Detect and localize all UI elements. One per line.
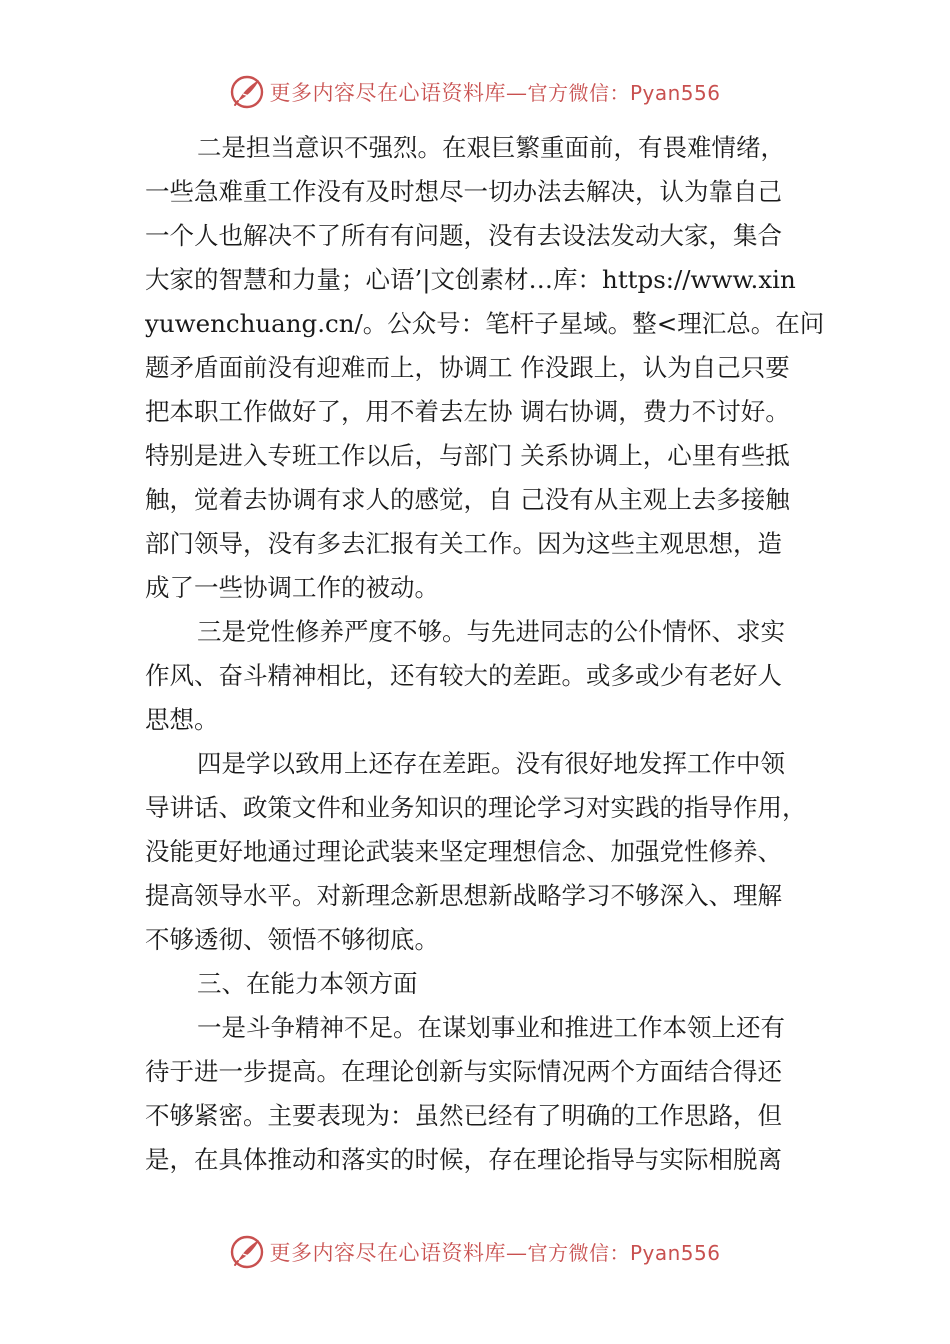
- footer-banner: [0, 1230, 950, 1274]
- banner-separator: —: [505, 81, 528, 105]
- feather-pen-logo-icon: [229, 1234, 265, 1270]
- text-line: 成了一些协调工作的被动。: [145, 573, 439, 602]
- text-line: 三是党性修养严度不够。与先进同志的公仆情怀、求实: [197, 617, 785, 646]
- text-line: 不够透彻、领悟不够彻底。: [145, 925, 439, 954]
- text-line: 一些急难重工作没有及时想尽一切办法去解决，认为靠自己: [145, 177, 782, 206]
- text-line: yuwenchuang.cn/。公众号：笔杆子星域。整<理汇总。在问: [145, 309, 825, 338]
- text-line: 特别是进入专班工作以后，与部门 关系协调上，心里有些抵: [145, 441, 790, 470]
- banner-text: [269, 1237, 720, 1267]
- text-line: 导讲话、政策文件和业务知识的理论学习对实践的指导作用，: [145, 793, 807, 822]
- text-line: 提高领导水平。对新理念新思想新战略学习不够深入、理解: [145, 881, 782, 910]
- text-line: 三、在能力本领方面: [197, 969, 418, 998]
- text-line: 二是担当意识不强烈。在艰巨繁重面前，有畏难情绪，: [197, 133, 785, 162]
- text-line: 作风、奋斗精神相比，还有较大的差距。或多或少有老好人: [145, 661, 782, 690]
- banner-wechat: 官方微信：Pyan556: [527, 1241, 721, 1265]
- document-body: [145, 126, 835, 1182]
- text-line: 大家的智慧和力量；心语’|文创素材…库：https://www.xin: [145, 265, 796, 294]
- text-line: 是，在具体推动和落实的时候，存在理论指导与实际相脱离: [145, 1145, 782, 1174]
- text-line: 不够紧密。主要表现为：虽然已经有了明确的工作思路，但: [145, 1101, 782, 1130]
- text-line: 题矛盾面前没有迎难而上，协调工 作没跟上，认为自己只要: [145, 353, 790, 382]
- text-line: 没能更好地通过理论武装来坚定理想信念、加强党性修养、: [145, 837, 782, 866]
- header-banner: [0, 70, 950, 114]
- banner-wechat: 官方微信：Pyan556: [527, 81, 721, 105]
- text-line: 一个人也解决不了所有有问题，没有去设法发动大家，集合: [145, 221, 782, 250]
- banner-text: [269, 77, 720, 107]
- text-line: 一是斗争精神不足。在谋划事业和推进工作本领上还有: [197, 1013, 785, 1042]
- text-line: 把本职工作做好了，用不着去左协 调右协调，费力不讨好。: [145, 397, 790, 426]
- banner-separator: —: [505, 1241, 528, 1265]
- text-line: 待于进一步提高。在理论创新与实际情况两个方面结合得还: [145, 1057, 782, 1086]
- text-line: 四是学以致用上还存在差距。没有很好地发挥工作中领: [197, 749, 785, 778]
- banner-title: 更多内容尽在心语资料库: [269, 81, 506, 105]
- text-line: 思想。: [145, 705, 219, 734]
- feather-pen-logo-icon: [229, 74, 265, 110]
- banner-title: 更多内容尽在心语资料库: [269, 1241, 506, 1265]
- text-line: 部门领导，没有多去汇报有关工作。因为这些主观思想，造: [145, 529, 782, 558]
- text-line: 触，觉着去协调有求人的感觉，自 己没有从主观上去多接触: [145, 485, 790, 514]
